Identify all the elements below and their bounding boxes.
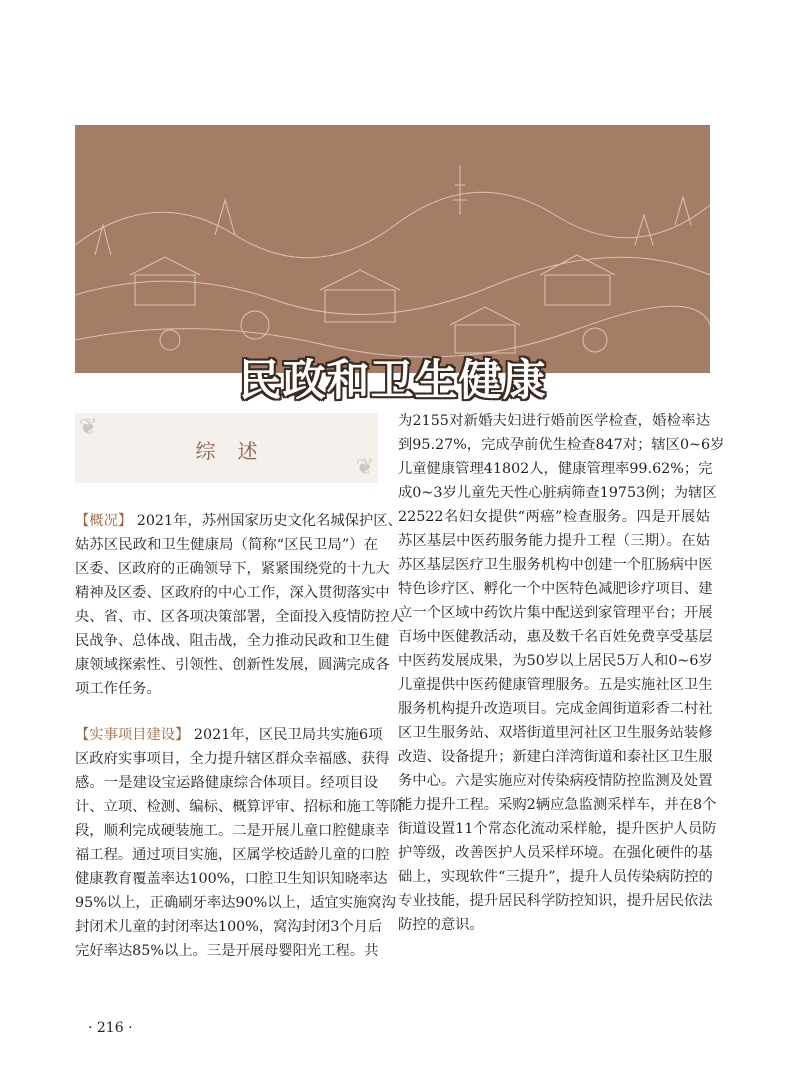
text-line: 区委、区政府的正确领导下，紧紧围绕党的十九大 — [75, 561, 390, 577]
page-number: · 216 · — [88, 1020, 133, 1036]
text-line: 础上，实现软件“三提升”，提升人员传染病防控的 — [398, 869, 713, 885]
text-line: 健康教育覆盖率达100%，口腔卫生知识知晓率达 — [75, 871, 388, 887]
text-line: 服务机构提升改造项目。完成金阊街道彩香二村社 — [398, 701, 713, 717]
text-line: 2021年，区民卫局共实施6项 — [189, 727, 383, 743]
text-line: 成0~3岁儿童先天性心脏病筛查19753例；为辖区 — [398, 485, 717, 501]
chapter-banner — [75, 125, 710, 406]
text-line: 民战争、总体战、阻击战，全力推动民政和卫生健 — [75, 633, 390, 649]
landscape-illustration — [75, 125, 710, 373]
ornament-icon: ❦ — [79, 415, 98, 440]
text-line: 护等级，改善医护人员采样环境。在强化硬件的基 — [398, 845, 713, 861]
text-line: 立一个区域中药饮片集中配送到家管理平台；开展 — [398, 605, 713, 621]
paragraph-continued — [398, 409, 725, 937]
chapter-title: 民政和卫生健康 — [238, 356, 547, 406]
paragraph-overview — [75, 509, 404, 701]
text-line: 央、省、市、区各项决策部署，全面投入疫情防控人 — [75, 609, 404, 625]
paragraph-tag: 【实事项目建设】 — [75, 727, 190, 743]
text-line: 封闭术儿童的封闭率达100%，窝沟封闭3个月后 — [75, 919, 383, 935]
text-line: 为2155对新婚夫妇进行婚前医学检查，婚检率达 — [398, 413, 710, 429]
text-line: 街道设置11个常态化流动采样舱，提升医护人员防 — [398, 821, 717, 837]
text-line: 区卫生服务站、双塔街道里河社区卫生服务站装修 — [398, 725, 713, 741]
text-line: 专业技能，提升居民科学防控知识，提升居民依法 — [398, 893, 713, 909]
text-line: 防控的意识。 — [398, 917, 484, 933]
paragraph-tag: 【概况】 — [75, 513, 133, 529]
text-line: 2021年，苏州国家历史文化名城保护区、 — [132, 513, 402, 529]
text-line: 完好率达85%以上。三是开展母婴阳光工程。共 — [75, 943, 379, 959]
text-line: 到95.27%，完成孕前优生检查847对；辖区0~6岁 — [398, 437, 725, 453]
text-line: 儿童健康管理41802人，健康管理率99.62%；完 — [398, 461, 713, 477]
text-line: 福工程。通过项目实施，区属学校适龄儿童的口腔 — [75, 847, 390, 863]
text-line: 改造、设备提升；新建白洋湾街道和泰社区卫生服 — [398, 749, 713, 765]
paragraph-projects — [75, 723, 404, 963]
text-line: 段，顺利完成硬装施工。二是开展儿童口腔健康幸 — [75, 823, 390, 839]
text-line: 95%以上，正确刷牙率达90%以上，适宜实施窝沟 — [75, 895, 396, 911]
text-line: 苏区基层医疗卫生服务机构中创建一个肛肠病中医 — [398, 557, 713, 573]
text-line: 康领域探索性、引领性、创新性发展，圆满完成各 — [75, 657, 390, 673]
text-line: 区政府实事项目，全力提升辖区群众幸福感、获得 — [75, 751, 390, 767]
section-header — [75, 413, 378, 483]
text-line: 特色诊疗区、孵化一个中医特色减肥诊疗项目、建 — [398, 581, 713, 597]
ornament-icon: ❦ — [355, 455, 374, 480]
section-title: 综述 — [195, 439, 280, 463]
text-line: 儿童提供中医药健康管理服务。五是实施社区卫生 — [398, 677, 713, 693]
text-line: 项工作任务。 — [75, 681, 161, 697]
text-line: 22522名妇女提供“两癌”检查服务。四是开展姑 — [398, 509, 710, 525]
text-line: 中医药发展成果，为50岁以上居民5万人和0~6岁 — [398, 653, 713, 669]
text-line: 能力提升工程。采购2辆应急监测采样车，并在8个 — [398, 797, 717, 813]
text-line: 百场中医健教活动，惠及数千名百姓免费享受基层 — [398, 629, 713, 645]
text-line: 务中心。六是实施应对传染病疫情防控监测及处置 — [398, 773, 713, 789]
text-line: 精神及区委、区政府的中心工作，深入贯彻落实中 — [75, 585, 390, 601]
text-line: 苏区基层中医药服务能力提升工程（三期）。在姑 — [398, 533, 710, 549]
text-line: 姑苏区民政和卫生健康局（简称“区民卫局”）在 — [75, 537, 378, 553]
text-line: 感。一是建设宝运路健康综合体项目。经项目设 — [75, 775, 378, 791]
text-line: 计、立项、检测、编标、概算评审、招标和施工等阶 — [75, 799, 404, 815]
